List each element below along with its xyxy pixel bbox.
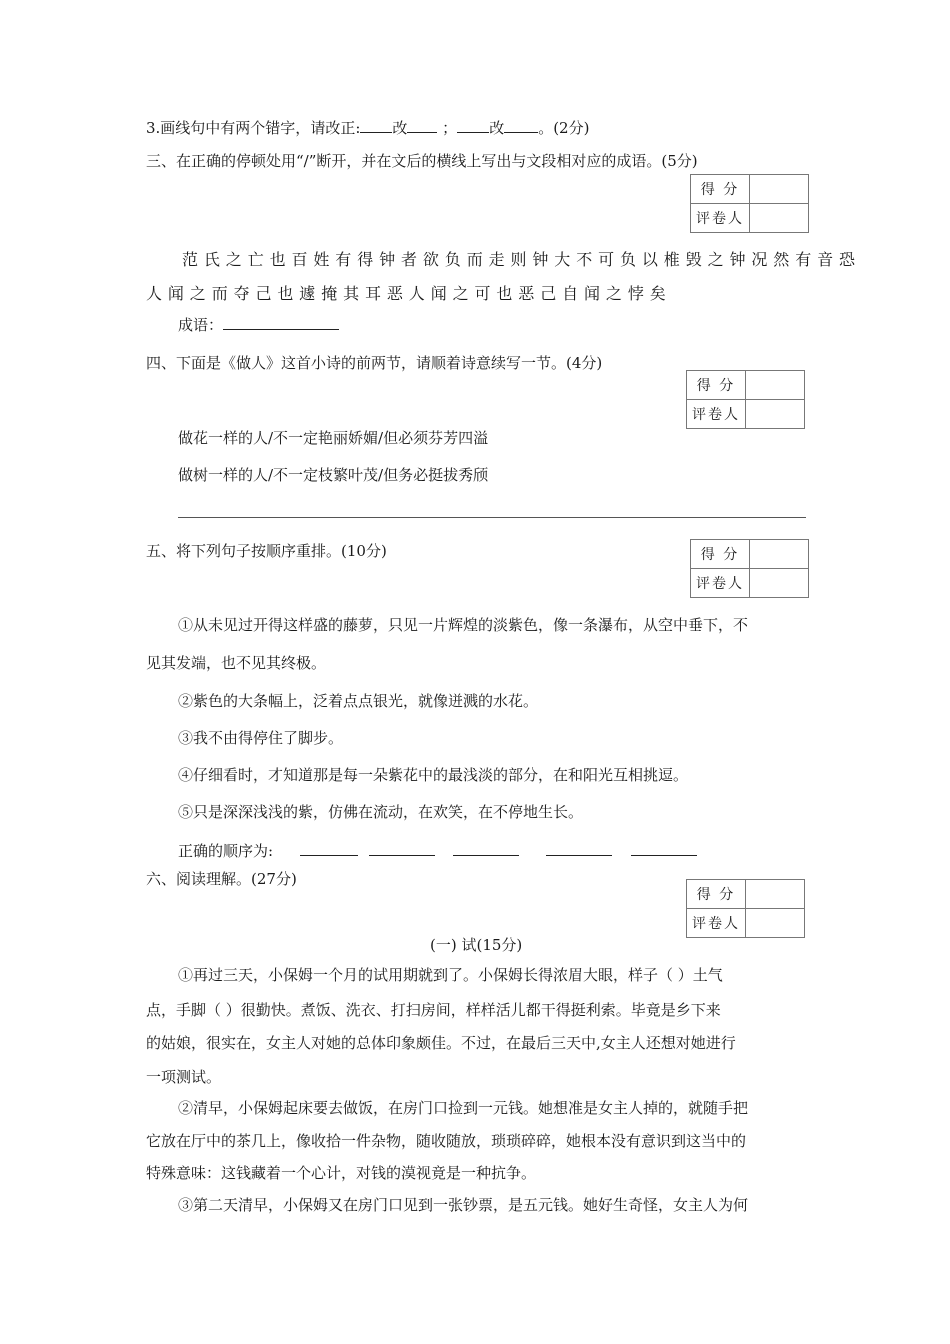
poem-answer-line[interactable] xyxy=(178,517,806,518)
grader-label: 评卷人 xyxy=(687,400,746,429)
sentence-2: ②紫色的大条幅上，泛着点点银光，就像迸溅的水花。 xyxy=(178,692,539,710)
score-cell[interactable] xyxy=(746,880,805,909)
section-5-title: 五、将下列句子按顺序重排。(10分) xyxy=(146,542,387,560)
grader-cell[interactable] xyxy=(750,569,809,598)
chengyu-row xyxy=(178,314,339,335)
score-cell[interactable] xyxy=(750,540,809,569)
order-blank-4[interactable] xyxy=(546,841,612,856)
score-label: 得 分 xyxy=(687,880,746,909)
sentence-1-line2: 见其发端，也不见其终极。 xyxy=(146,654,327,672)
order-blank-5[interactable] xyxy=(631,841,697,856)
score-box xyxy=(690,174,809,233)
grader-label: 评卷人 xyxy=(687,909,746,938)
sentence-3: ③我不由得停住了脚步。 xyxy=(178,729,344,747)
poem-line-2: 做树一样的人/不一定枝繁叶茂/但务必挺拔秀颀 xyxy=(178,466,489,484)
q3-prefix: 3.画线句中有两个错字，请改正: xyxy=(146,119,361,137)
order-blank-1[interactable] xyxy=(300,841,358,856)
section-6-title: 六、阅读理解。(27分) xyxy=(146,870,297,888)
grader-cell[interactable] xyxy=(746,400,805,429)
reading-p2-line3: 特殊意味：这钱藏着一个心计，对钱的漠视竟是一种抗争。 xyxy=(146,1164,537,1182)
score-box xyxy=(686,879,805,938)
order-row xyxy=(178,840,697,861)
reading-p2-line1: ②清早，小保姆起床要去做饭，在房门口捡到一元钱。她想准是女主人掉的，就随手把 xyxy=(178,1099,749,1117)
grader-cell[interactable] xyxy=(746,909,805,938)
q3-semicolon: ； xyxy=(442,119,458,137)
order-blank-3[interactable] xyxy=(453,841,519,856)
q3-score: 。(2分) xyxy=(538,119,590,137)
grader-cell[interactable] xyxy=(750,204,809,233)
chengyu-answer-line[interactable] xyxy=(223,315,339,330)
order-blank-2[interactable] xyxy=(369,841,435,856)
blank[interactable] xyxy=(360,118,392,133)
reading-subtitle: (一) 试(15分) xyxy=(430,936,523,954)
reading-p2-line2: 它放在厅中的茶几上，像收拾一件杂物，随收随放，琐琐碎碎，她根本没有意识到这当中的 xyxy=(146,1132,747,1150)
score-box xyxy=(686,370,805,429)
sentence-1-line1: ①从未见过开得这样盛的藤萝，只见一片辉煌的淡紫色，像一条瀑布，从空中垂下，不 xyxy=(178,616,749,634)
grader-label: 评卷人 xyxy=(691,204,750,233)
question-3 xyxy=(146,117,589,138)
reading-p1-line3: 的姑娘，很实在，女主人对她的总体印象颇佳。不过，在最后三天中,女主人还想对她进行 xyxy=(146,1034,736,1052)
section-4-title: 四、下面是《做人》这首小诗的前两节，请顺着诗意续写一节。(4分) xyxy=(146,354,603,372)
chengyu-label: 成语： xyxy=(178,316,224,334)
reading-p1-line1: ①再过三天，小保姆一个月的试用期就到了。小保姆长得浓眉大眼，样子（ ）土气 xyxy=(178,966,723,984)
order-label: 正确的顺序为: xyxy=(178,842,274,860)
blank[interactable] xyxy=(504,118,538,133)
blank[interactable] xyxy=(457,118,489,133)
reading-p1-line2: 点，手脚（ ）很勤快。煮饭、洗衣、打扫房间，样样活儿都干得挺利索。毕竟是乡下来 xyxy=(146,1001,721,1019)
score-cell[interactable] xyxy=(746,371,805,400)
classical-text-line2: 人闻之而夺己也遽掩其耳恶人闻之可也恶己自闻之悖矣 xyxy=(146,284,672,303)
sentence-4: ④仔细看时，才知道那是每一朵紫花中的最浅淡的部分，在和阳光互相挑逗。 xyxy=(178,766,689,784)
score-label: 得 分 xyxy=(691,175,750,204)
classical-text-line1: 范氏之亡也百姓有得钟者欲负而走则钟大不可负以椎毁之钟况然有音恐 xyxy=(182,250,861,269)
reading-p1-line4: 一项测试。 xyxy=(146,1068,222,1086)
q3-gai2: 改 xyxy=(489,119,505,137)
poem-line-1: 做花一样的人/不一定艳丽娇媚/但必须芬芳四溢 xyxy=(178,429,489,447)
score-box xyxy=(690,539,809,598)
q3-gai1: 改 xyxy=(392,119,408,137)
score-cell[interactable] xyxy=(750,175,809,204)
reading-p3-line1: ③第二天清早，小保姆又在房门口见到一张钞票，是五元钱。她好生奇怪，女主人为何 xyxy=(178,1196,749,1214)
score-label: 得 分 xyxy=(691,540,750,569)
section-3-title: 三、在正确的停顿处用“/”断开，并在文后的横线上写出与文段相对应的成语。(5分) xyxy=(146,152,698,170)
grader-label: 评卷人 xyxy=(691,569,750,598)
sentence-5: ⑤只是深深浅浅的紫，仿佛在流动，在欢笑，在不停地生长。 xyxy=(178,803,584,821)
score-label: 得 分 xyxy=(687,371,746,400)
blank[interactable] xyxy=(407,118,437,133)
